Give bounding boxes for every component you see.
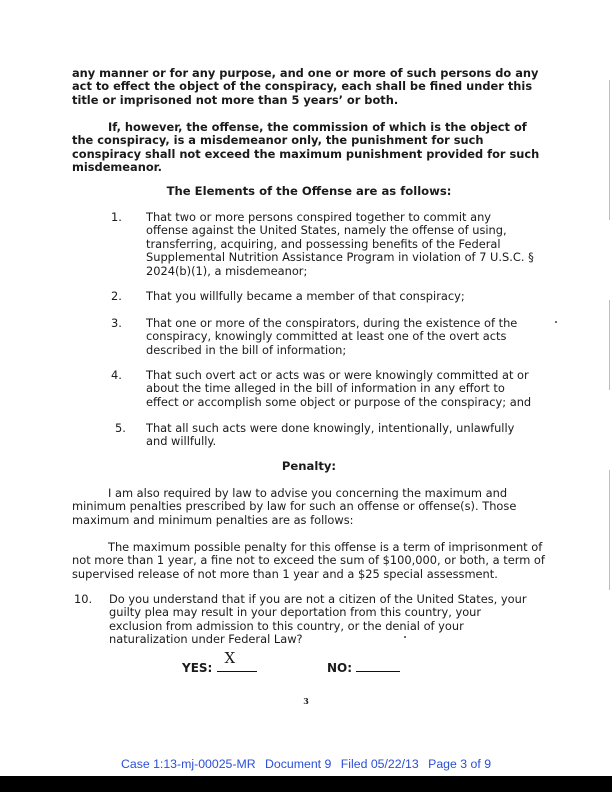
list-item-number: 3.: [111, 316, 122, 330]
penalty-advisory-paragraph: I am also required by law to advise you concerning the maximum and minimum penalties prescribed by law for such an offense or offense(s). Those maximum and minimum penalties are as follows:: [72, 486, 517, 527]
case-number: Case 1:13-mj-00025-MR: [120, 757, 256, 771]
penalty-heading: Penalty:: [281, 459, 337, 473]
max-penalty-paragraph: The maximum possible penalty for this offense is a term of imprisonment of not more than 1 year, a fine not to exceed the sum of $100,000, or both, a term of supervised release of not more than 1 year and a $25 special assessment.: [72, 540, 545, 581]
document-number: Document 9: [265, 757, 332, 771]
scan-speck: [555, 321, 557, 323]
list-item-number: 2.: [111, 289, 122, 303]
question-text: Do you understand that if you are not a citizen of the United States, your guilty plea may result in your deportation from this country, your exclusion from admission to this country, or the denial of your naturalization under Federal Law?: [109, 592, 527, 647]
list-item-number: 5.: [115, 421, 126, 435]
scan-speck: [404, 636, 406, 638]
list-item-number: 4.: [111, 368, 122, 382]
yes-label: YES:: [182, 661, 213, 675]
question-number: 10.: [74, 592, 93, 606]
page-count: Page 3 of 9: [428, 757, 492, 771]
elements-heading: The Elements of the Offense are as follows:: [166, 184, 452, 198]
no-answer: [327, 659, 400, 675]
scan-edge-line: [609, 300, 610, 390]
scan-edge-line: [609, 80, 610, 220]
yes-blank[interactable]: [217, 649, 257, 672]
filed-date: Filed 05/22/13: [340, 757, 419, 771]
statute-paragraph-continued: any manner or for any purpose, and one or more of such persons do any act to effect the object of the conspiracy, each shall be fined under this title or imprisoned not more than 5 years’ or both.: [72, 66, 539, 107]
scan-border-bar: [0, 776, 612, 792]
page-number: 3: [303, 696, 309, 706]
list-item-text: That you willfully became a member of that conspiracy;: [146, 289, 465, 303]
no-label: NO:: [327, 661, 353, 675]
list-item-text: That such overt act or acts was or were knowingly committed at or about the time alleged in the bill of information in any effort to effect or accomplish some object or purpose of the conspiracy; and: [146, 368, 532, 409]
no-blank[interactable]: [356, 659, 400, 672]
court-filing-header: [0, 758, 612, 771]
misdemeanor-paragraph: If, however, the offense, the commission of which is the object of the conspiracy, is a misdemeanor only, the punishment for such conspiracy shall not exceed the maximum punishment provided for such misdemeanor.: [72, 120, 540, 175]
yes-checkmark: X: [224, 649, 236, 667]
yes-answer: [182, 649, 257, 675]
scan-edge-line: [609, 470, 610, 590]
list-item-text: That all such acts were done knowingly, intentionally, unlawfully and willfully.: [146, 421, 515, 449]
list-item-text: That one or more of the conspirators, during the existence of the conspiracy, knowingly committed at least one of the overt acts described in the bill of information;: [146, 316, 518, 357]
list-item-text: That two or more persons conspired together to commit any offense against the United States, namely the offense of using, transferring, acquiring, and possessing benefits of the Federal Supplemental Nutrition Assistance Program in violation of 7 U.S.C. § 2024(b)(1), a misdemeanor;: [146, 210, 534, 278]
list-item-number: 1.: [111, 210, 122, 224]
